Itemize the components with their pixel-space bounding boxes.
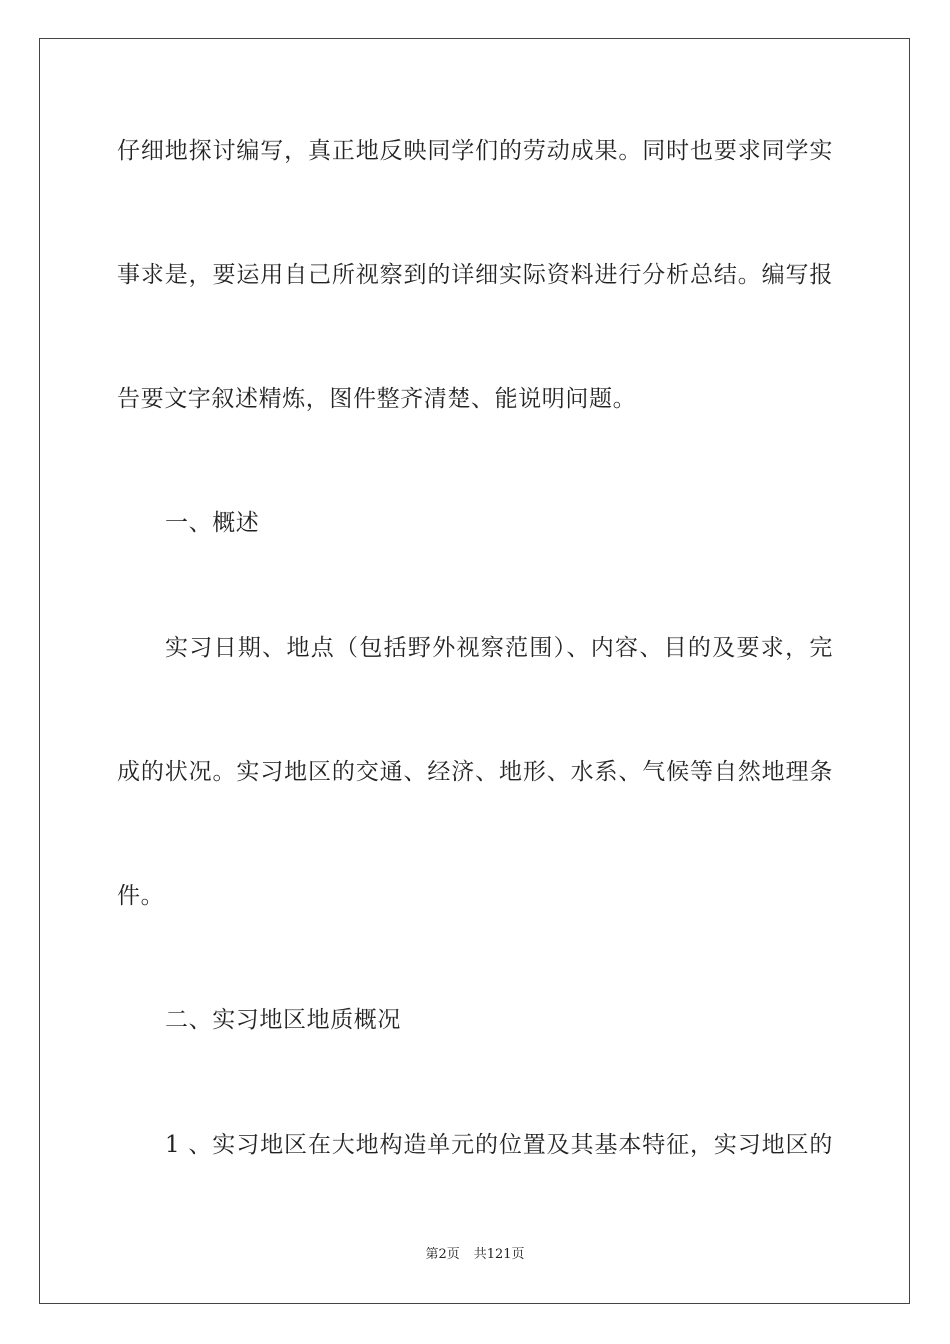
body-text-line: 成的状况。实习地区的交通、经济、地形、水系、气候等自然地理条: [117, 759, 833, 785]
page-border: [39, 38, 910, 1304]
body-text-line: 1 、实习地区在大地构造单元的位置及其基本特征，实习地区的: [165, 1132, 833, 1158]
body-text-line: 实习日期、地点（包括野外视察范围）、内容、目的及要求，完: [165, 635, 833, 661]
page-number: 第2页: [425, 1247, 460, 1262]
page-footer: [0, 1246, 950, 1264]
body-text-line: 件。: [117, 883, 165, 909]
section-heading: 二、实习地区地质概况: [165, 1007, 401, 1033]
page-total: 共121页: [473, 1247, 525, 1262]
body-text-line: 仔细地探讨编写，真正地反映同学们的劳动成果。同时也要求同学实: [117, 138, 833, 164]
body-text-line: 告要文字叙述精炼，图件整齐清楚、能说明问题。: [117, 386, 637, 412]
body-text-line: 事求是，要运用自己所视察到的详细实际资料进行分析总结。编写报: [117, 262, 833, 288]
section-heading: 一、概述: [165, 510, 260, 536]
